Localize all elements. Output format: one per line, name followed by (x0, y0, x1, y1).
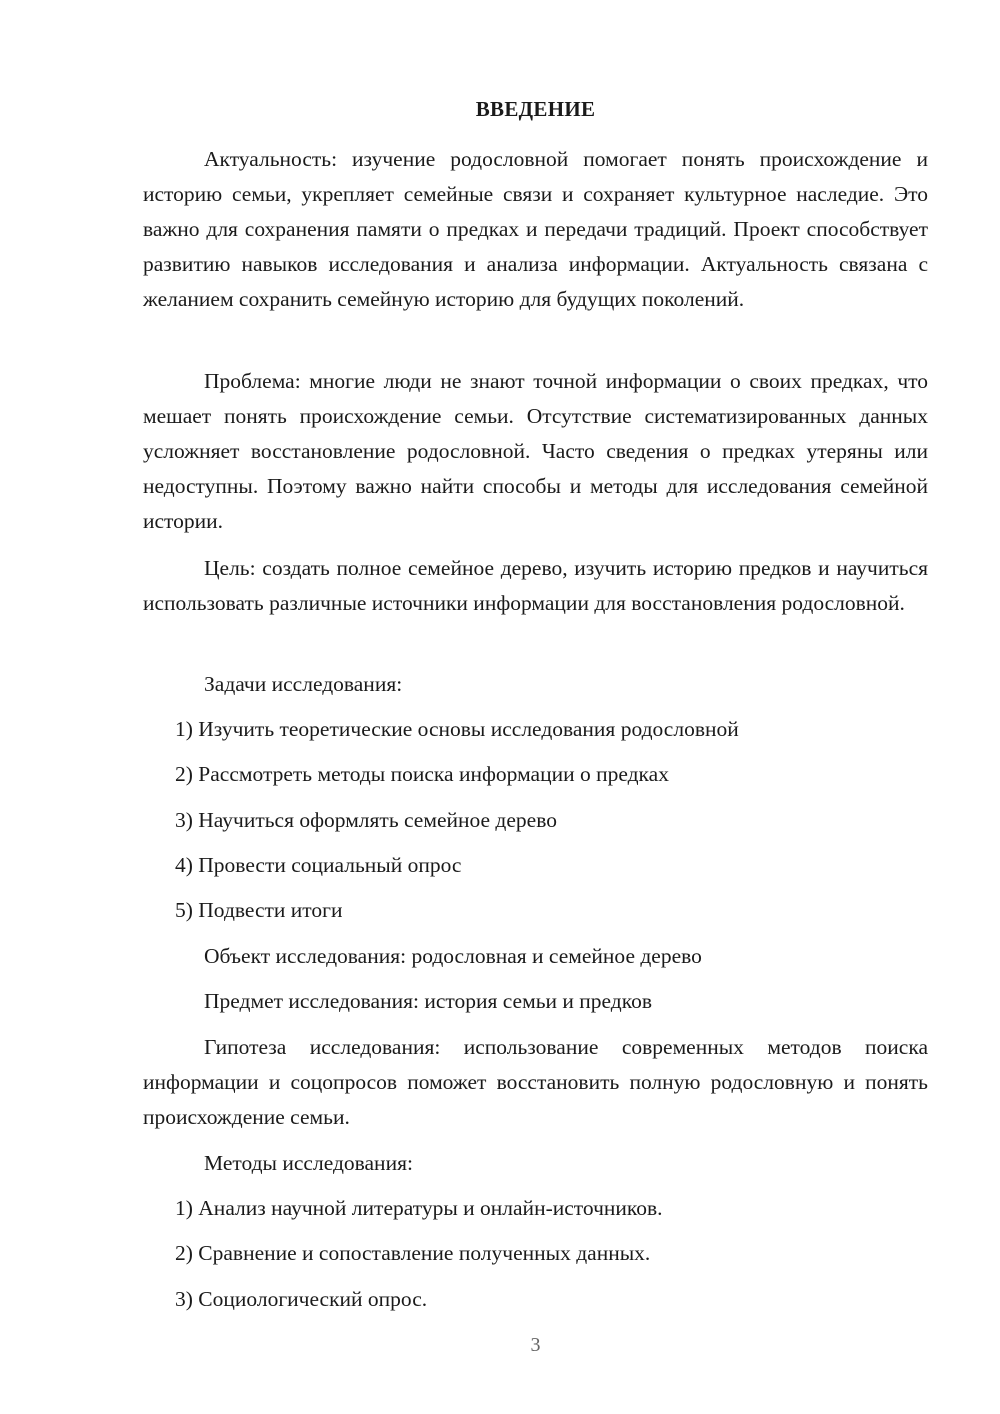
page-number: 3 (530, 1334, 541, 1356)
method-item: 3) Социологический опрос. (175, 1287, 428, 1311)
methods-heading: Методы исследования: (204, 1151, 413, 1175)
task-item: 5) Подвести итоги (175, 898, 343, 922)
hypothesis-paragraph: Гипотеза исследования: использование современных методов поиска информации и соцопросов поможет восстановить полную родословную и понять происхождение семьи. (143, 1035, 928, 1129)
problem-paragraph: Проблема: многие люди не знают точной информации о своих предках, что мешает понять происхождение семьи. Отсутствие систематизированных данных усложняет восстановление родословной. Часто сведения о предках утеряны или недоступны. Поэтому важно найти способы и методы для исследования семейной истории. (143, 369, 928, 533)
goal-paragraph: Цель: создать полное семейное дерево, изучить историю предков и научиться использовать различные источники информации для восстановления родословной. (143, 556, 928, 615)
method-item: 1) Анализ научной литературы и онлайн-источников. (175, 1196, 663, 1220)
section-title: ВВЕДЕНИЕ (475, 97, 596, 121)
method-item: 2) Сравнение и сопоставление полученных данных. (175, 1241, 651, 1265)
task-item: 4) Провести социальный опрос (175, 853, 462, 877)
research-subject: Предмет исследования: история семьи и предков (204, 989, 652, 1013)
task-item: 1) Изучить теоретические основы исследования родословной (175, 717, 739, 741)
tasks-heading: Задачи исследования: (204, 672, 403, 696)
task-item: 2) Рассмотреть методы поиска информации о предках (175, 762, 669, 786)
task-item: 3) Научиться оформлять семейное дерево (175, 808, 557, 832)
relevance-paragraph: Актуальность: изучение родословной помогает понять происхождение и историю семьи, укрепляет семейные связи и сохраняет культурное наследие. Это важно для сохранения памяти о предках и передачи традиций. Проект способствует развитию навыков исследования и анализа информации. Актуальность связана с желанием сохранить семейную историю для будущих поколений. (143, 147, 928, 311)
research-object: Объект исследования: родословная и семейное дерево (204, 944, 702, 968)
